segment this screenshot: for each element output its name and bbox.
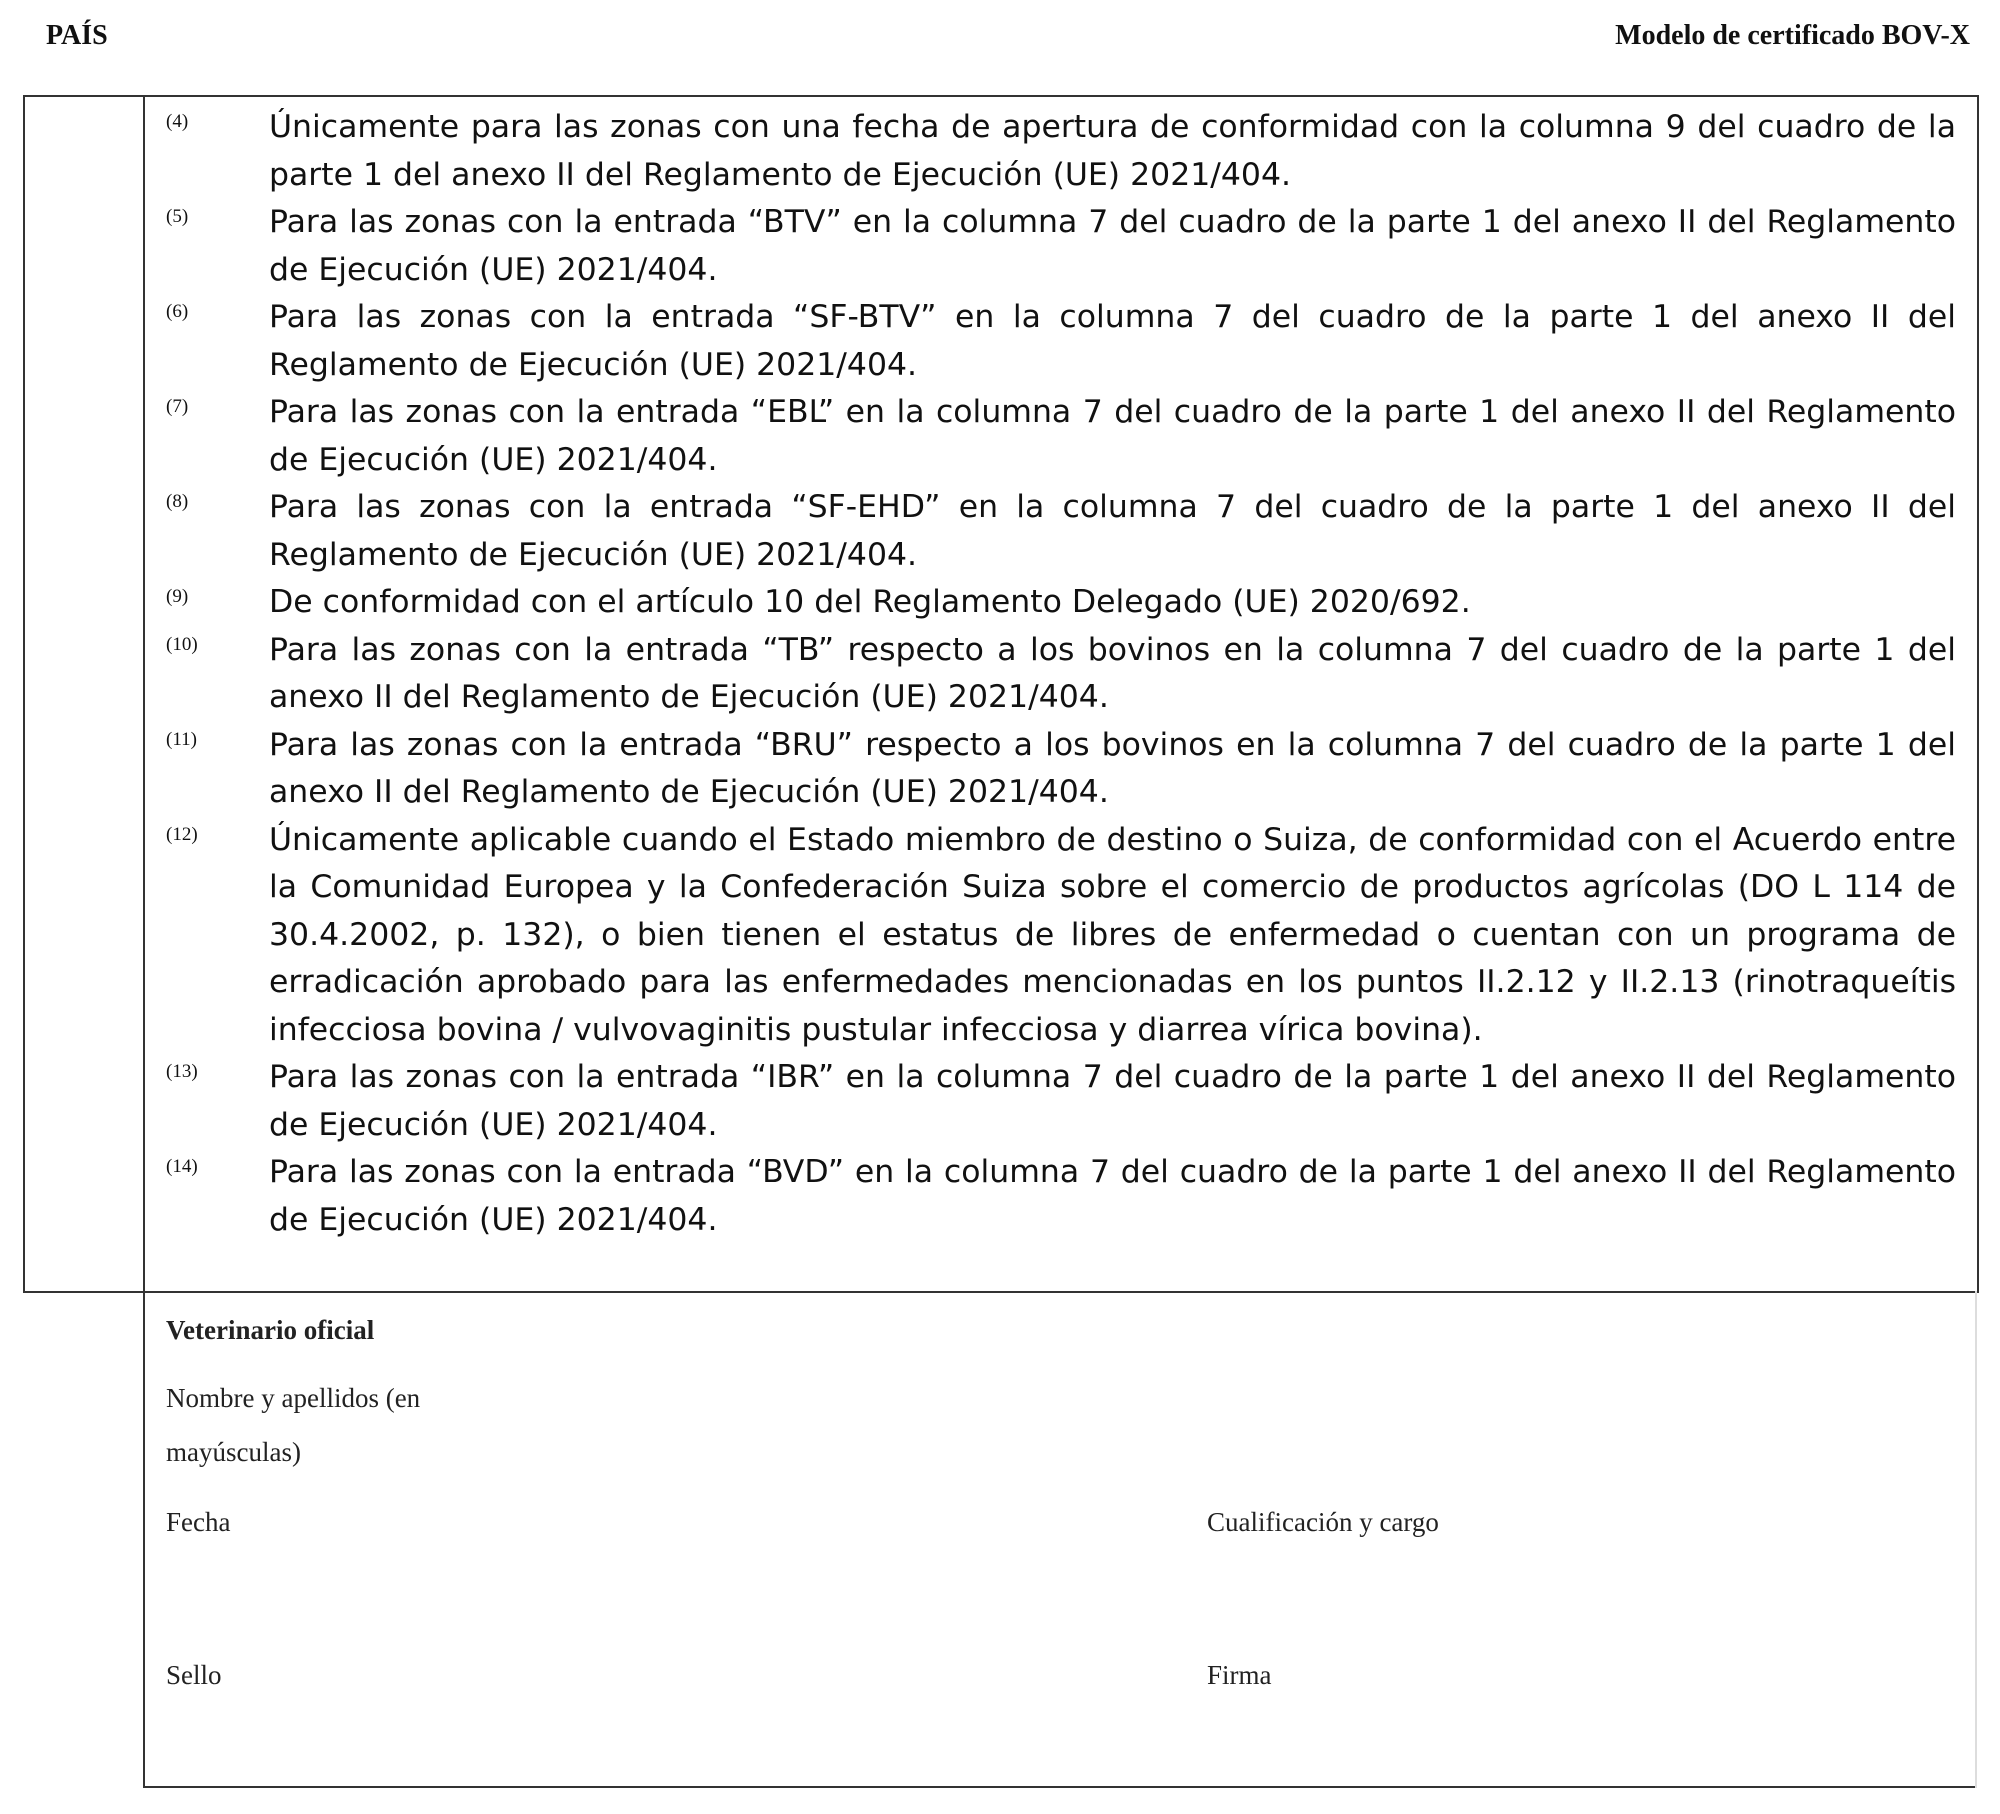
footnote-item [166,722,1956,817]
footnote-text: De conformidad con el artículo 10 del Reglamento Delegado (UE) 2020/692. [269,584,1471,620]
footnote-number: (7) [166,396,189,417]
footnote-number: (4) [166,111,189,132]
footnote-number: (8) [166,491,189,512]
signature-bottom-rule [143,1786,1975,1788]
notes-left-column-rule [143,95,145,1291]
footnote-number: (14) [166,1156,198,1177]
footnote-number: (11) [166,728,197,750]
footnote-item [166,389,1956,484]
footnote-item [166,484,1956,579]
name-label-line-1: Nombre y apellidos (en [166,1383,421,1413]
footnote-item [166,1054,1956,1149]
footnote-text: Para las zonas con la entrada “EBL” en la columna 7 del cuadro de la parte 1 del anexo II del Reglamento de Ejecución (UE) 2021/404. [269,394,1956,478]
footnote-item [166,199,1956,294]
name-label-line-2: mayúsculas) [166,1437,301,1467]
footnote-number: (12) [166,823,198,845]
footnote-text: Únicamente aplicable cuando el Estado miembro de destino o Suiza, de conformidad con el Acuerdo entre la Comunidad Europea y la Confederación Suiza sobre el comercio de productos agrícolas (DO L 114 de 30.4.2002, p. 132), o bien tienen el estatus de libres de enfermedad o cuentan con un programa de erradicación aprobado para las enfermedades mencionadas en los puntos II.2.12 y II.2.13 (rinotraqueítis infecciosa bovina / vulvovaginitis pustular infecciosa y diarrea vírica bovina). [269,821,1956,1048]
footnote-item [166,627,1956,722]
footnote-number: (6) [166,301,189,322]
footnote-item [166,294,1956,389]
footnote-text: Para las zonas con la entrada “TB” respecto a los bovinos en la columna 7 del cuadro de la parte 1 del anexo II del Reglamento de Ejecución (UE) 2021/404. [269,631,1956,715]
footnote-text: Para las zonas con la entrada “BRU” respecto a los bovinos en la columna 7 del cuadro de la parte 1 del anexo II del Reglamento de Ejecución (UE) 2021/404. [269,726,1956,810]
official-veterinarian-title: Veterinario oficial [166,1315,375,1345]
footnote-item [166,579,1956,627]
footnote-number: (13) [166,1061,198,1082]
footnote-number: (10) [166,633,198,655]
signature-left-rule [143,1291,145,1788]
footnote-text: Para las zonas con la entrada “SF-EHD” en la columna 7 del cuadro de la parte 1 del anexo II del Reglamento de Ejecución (UE) 2021/404. [269,489,1956,573]
signature-label: Firma [1207,1660,1272,1690]
footnotes-list [166,104,1956,1244]
footnote-item [166,104,1956,199]
footnote-text: Únicamente para las zonas con una fecha de apertura de conformidad con la columna 9 del cuadro de la parte 1 del anexo II del Reglamento de Ejecución (UE) 2021/404. [269,109,1956,193]
country-header: PAÍS [46,20,108,51]
certificate-model-header: Modelo de certificado BOV-X [1615,20,1970,51]
qualification-label: Cualificación y cargo [1207,1507,1439,1537]
footnote-text: Para las zonas con la entrada “IBR” en la columna 7 del cuadro de la parte 1 del anexo II del Reglamento de Ejecución (UE) 2021/404. [269,1059,1956,1143]
date-label: Fecha [166,1507,231,1537]
footnote-item [166,1149,1956,1244]
footnote-item [166,817,1956,1055]
footnote-text: Para las zonas con la entrada “BTV” en la columna 7 del cuadro de la parte 1 del anexo II del Reglamento de Ejecución (UE) 2021/404. [269,204,1956,288]
signature-right-rule [1975,1291,1977,1788]
footnote-number: (5) [166,206,189,227]
footnote-text: Para las zonas con la entrada “BVD” en la columna 7 del cuadro de la parte 1 del anexo II del Reglamento de Ejecución (UE) 2021/404. [269,1154,1956,1238]
stamp-label: Sello [166,1660,222,1690]
footnote-text: Para las zonas con la entrada “SF-BTV” en la columna 7 del cuadro de la parte 1 del anexo II del Reglamento de Ejecución (UE) 2021/404. [269,299,1956,383]
footnote-number: (9) [166,586,189,607]
